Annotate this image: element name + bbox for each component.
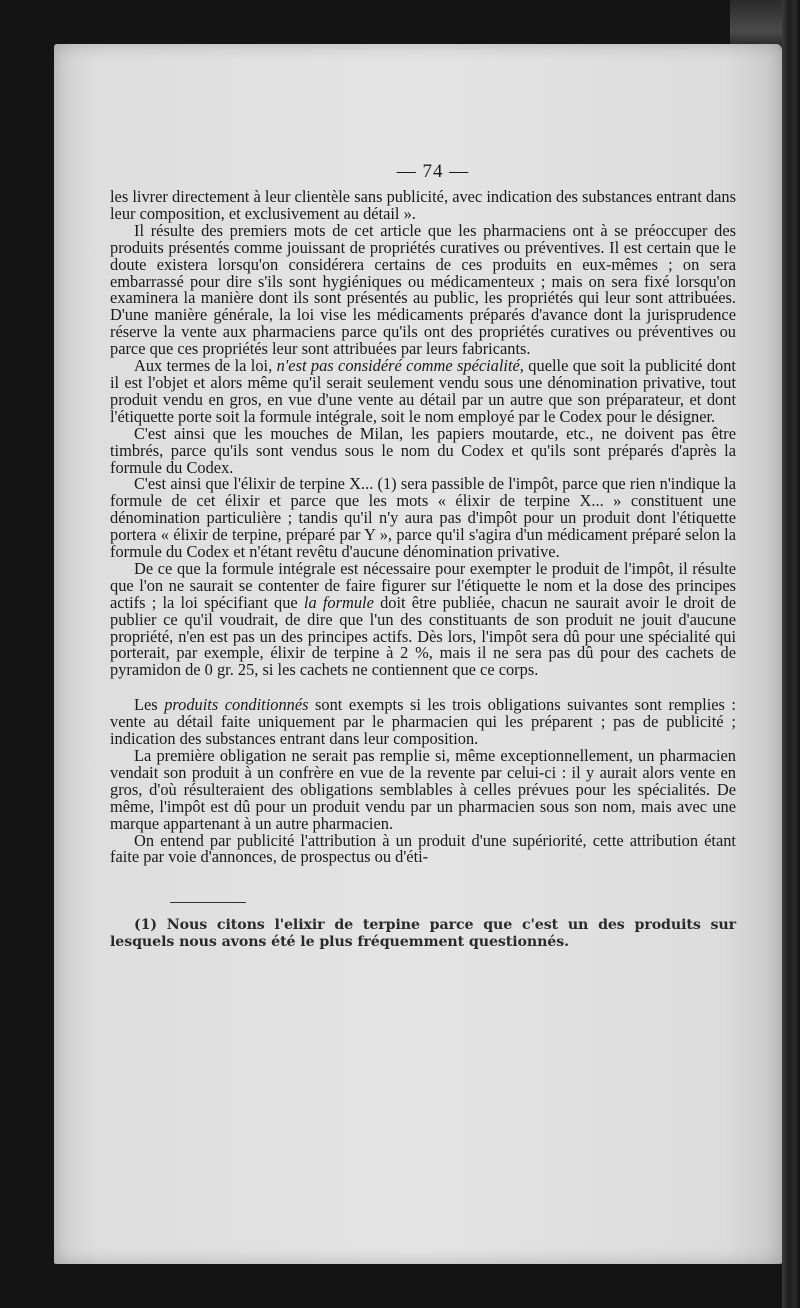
paragraph-text: C'est ainsi que l'élixir de terpine X... (1) sera passible de l'impôt, parce que rien n'indique la formule de cet élixir et parce que les mots « élixir de terpine X... » constituent une dénomination particulière ; tandis qu'il n'y aura pas d'impôt pour un produit dont l'étiquette portera « élixir de terpine, préparé par Y », parce qu'il s'agira d'un médicament préparé selon la formule du Codex et n'étant revêtu d'aucune dénomination privative. <box>110 474 736 562</box>
page-text-block <box>110 161 736 951</box>
paragraph-text: les livrer directement à leur clientèle sans publicité, avec indication des substances entrant dans leur composition, et exclusivement au détail ». <box>110 187 736 223</box>
paragraph-text: De ce que la formule intégrale est nécessaire pour exempter le produit de l'impôt, il résulte que l'on ne saurait se contenter de faire figurer sur l'étiquette le nom et la dose des principes actifs ; la loi spécifiant que <box>110 558 736 612</box>
paragraph-5 <box>110 476 736 561</box>
italic-phrase: produits conditionnés <box>164 695 309 715</box>
paragraph-text: On entend par publicité l'attribution à un produit d'une supériorité, cette attribution étant faite par voie d'annonces, de prospectus ou d'éti- <box>110 830 736 867</box>
paragraph-text: quelle que soit la publicité dont il est l'objet et alors même qu'il serait seulement vendu sous une dénomination privative, tout produit vendu en gros, en vue d'une vente au détail par un autre que son préparateur, et dont l'étiquette porte soit la formule intégrale, soit le nom employé par le Codex pour le désigner. <box>110 356 736 426</box>
paragraph-9 <box>110 830 736 867</box>
paragraph-1 <box>110 189 736 223</box>
paragraph-text: sont exempts si les trois obligations suivantes sont remplies : vente au détail faite uniquement par le pharmacien qui les préparent ; pas de publicité ; indication des substances entrant dans leur composition. <box>110 695 736 749</box>
paragraph-text: Les <box>134 695 165 715</box>
paragraph-text: La première obligation ne serait pas remplie si, même exceptionnellement, un pharmacien vendait son produit à un confrère en vue de la revente par celui-ci : il y aurait alors vente en gros, d'où résulteraient des obligations semblables à celles prévues pour les spécialités. De même, l'impôt est dû pour un produit vendu par un pharmacien sous son nom, mais avec une marque appartenant à un autre pharmacien. <box>110 746 736 833</box>
paragraph-6 <box>110 558 736 680</box>
footnote: (1) Nous citons l'elixir de terpine parce que c'est un des produits sur lesquels nous avons été le plus fréquemment questionnés. <box>110 917 736 951</box>
paragraph-2 <box>110 220 736 359</box>
paragraph-text: Aux termes de la loi, <box>134 356 277 376</box>
paragraph-8 <box>110 748 736 833</box>
page-number: — 74 — <box>396 161 470 182</box>
footnote-divider <box>170 902 246 903</box>
italic-phrase: n'est pas considéré comme spécialité, <box>276 356 524 376</box>
paragraph-4 <box>110 423 736 477</box>
paragraph-text: C'est ainsi que les mouches de Milan, les papiers moutarde, etc., ne doivent pas être timbrés, parce qu'ils sont vendus sous le nom du Codex et qu'ils sont préparés d'après la formule du Codex. <box>110 423 736 477</box>
italic-phrase: la formule <box>303 592 374 612</box>
paragraph-text: Il résulte des premiers mots de cet article que les pharmaciens ont à se préoccuper des produits présentés comme jouissant de propriétés curatives ou préventives. Il est certain que le doute existera lorsqu'on considérera certains de ces produits en eux-mêmes ; on sera embarrassé pour dire s'ils sont hygiéniques ou médicamenteux ; mais on sera fixé lorsqu'on examinera la manière dont ils sont présentés au public, les propriétés qui leur sont attribuées. D'une manière générale, la loi vise les médicaments préparés d'avance dont la jurisprudence réserve la vente aux pharmaciens parce qu'ils ont des propriétés curatives ou préventives ou parce que ces propriétés leur sont attribuées par leurs fabricants. <box>110 220 736 359</box>
paragraph-7 <box>110 697 736 748</box>
paragraph-text: doit être publiée, chacun ne saurait avoir le droit de publier ce qu'il voudrait, de dire que l'un des constituants de son produit ne jouit d'aucune propriété, n'en est pas un des principes actifs. Dès lors, l'impôt sera dû pour une spécialité qui porterait, par exemple, élixir de terpine à 2 %, mais il ne sera pas dû pour des cachets de pyramidon de 0 gr. 25, si les cachets ne contiennent que ce corps. <box>110 592 736 680</box>
paragraph-3 <box>110 358 736 426</box>
book-spine-edge <box>782 0 800 1308</box>
